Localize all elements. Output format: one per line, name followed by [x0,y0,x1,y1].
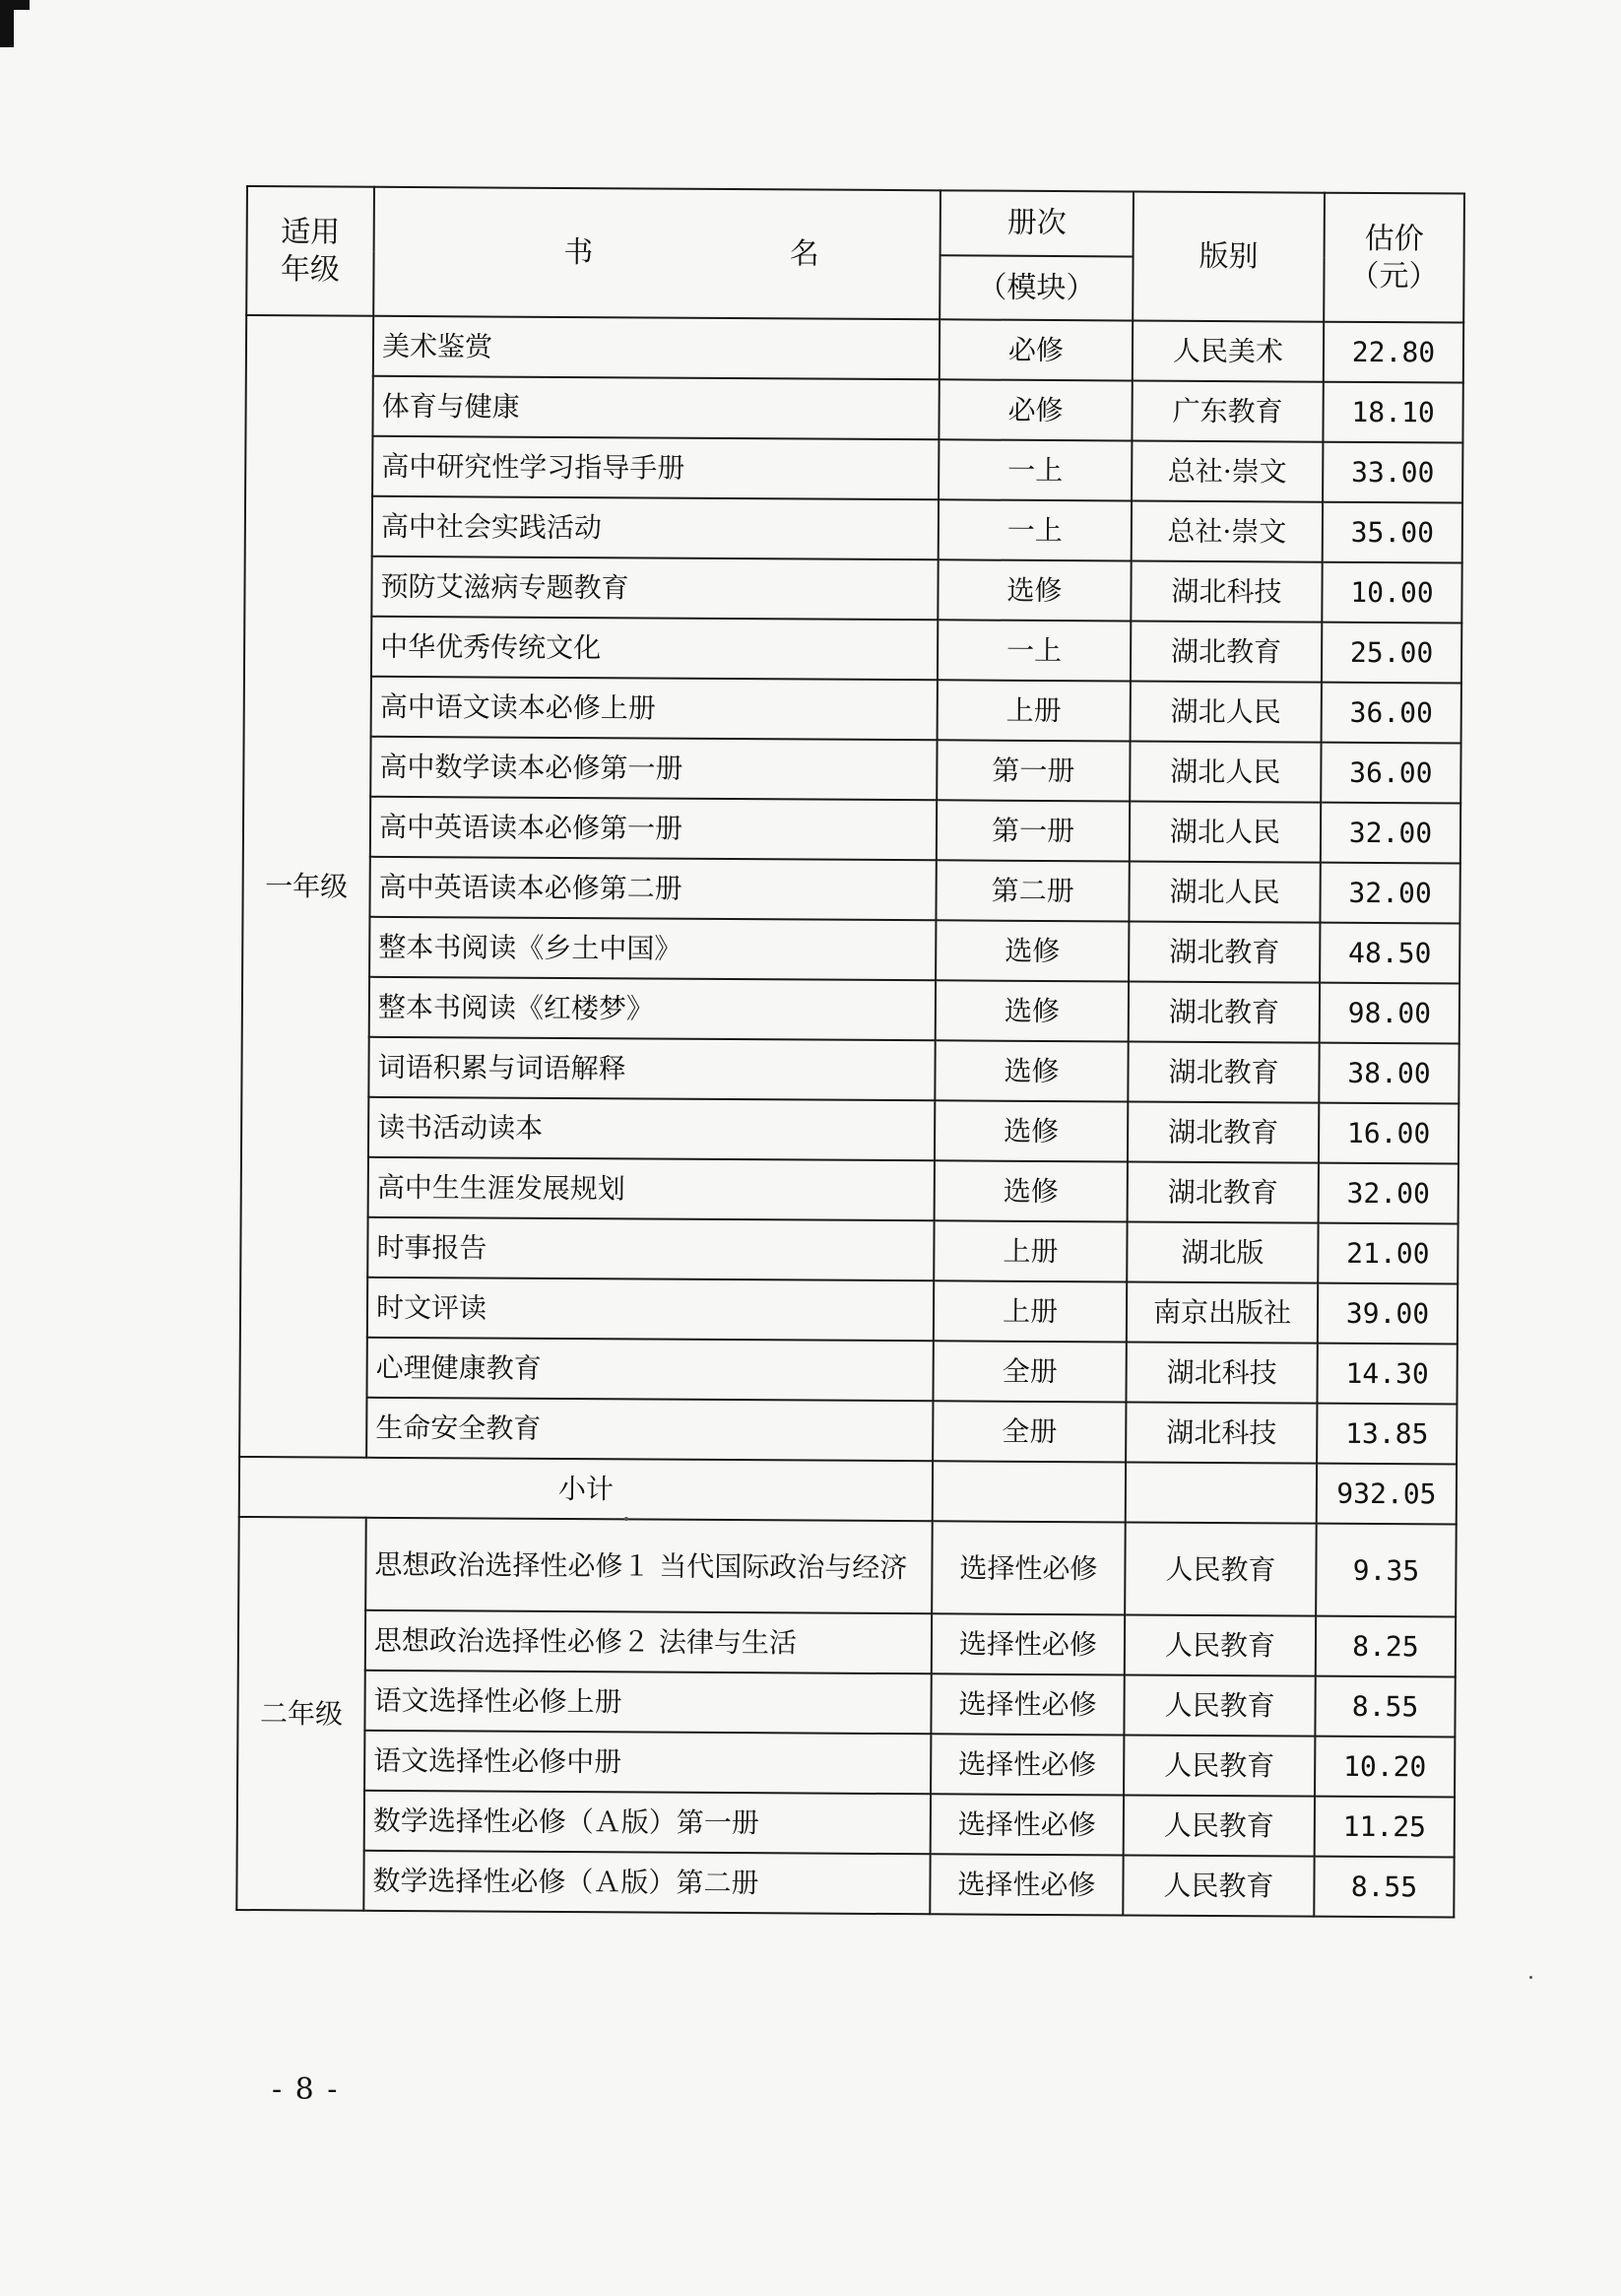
book-name-cell: 读书活动读本 [368,1097,935,1161]
volume-cell: 全册 [933,1341,1126,1402]
publisher-cell: 湖北教育 [1128,1041,1319,1102]
volume-cell: 选择性必修 [931,1673,1124,1735]
table-row [245,375,1462,443]
header-grade [246,186,374,316]
book-name-cell: 时事报告 [367,1217,934,1281]
volume-cell: 选修 [936,920,1129,981]
table-row [242,856,1459,924]
price-cell: 32.00 [1321,803,1460,864]
publisher-cell: 人民教育 [1123,1855,1314,1916]
book-name-cell: 高中生生涯发展规划 [368,1157,935,1221]
publisher-cell: 总社·崇文 [1132,440,1323,501]
volume-cell: 全册 [933,1401,1126,1462]
publisher-cell: 南京出版社 [1127,1281,1318,1343]
book-name-cell: 高中英语读本必修第一册 [370,797,937,861]
scan-speck [1529,1976,1532,1979]
header-grade-line2: 年级 [280,251,341,288]
publisher-cell: 湖北版 [1127,1221,1318,1282]
price-cell: 9.35 [1316,1524,1457,1617]
publisher-cell: 湖北教育 [1128,1161,1319,1222]
publisher-cell: 人民教育 [1124,1735,1315,1796]
publisher-cell: 湖北人民 [1130,801,1321,862]
publisher-cell: 湖北教育 [1129,921,1320,982]
table-row [244,556,1461,623]
textbook-price-table [235,185,1465,1919]
price-cell: 48.50 [1320,923,1459,984]
table-header-row [247,186,1464,259]
volume-cell: 一上 [939,439,1132,500]
table-row [237,1790,1455,1858]
header-volume: 册次 [940,190,1134,256]
header-price [1324,193,1464,323]
book-name-cell: 整本书阅读《红楼梦》 [369,977,936,1041]
subtotal-empty-publisher [1126,1462,1317,1523]
table-row [245,435,1462,503]
table-row [242,916,1459,984]
book-name-cell: 高中社会实践活动 [372,496,939,560]
volume-cell: 一上 [939,499,1132,560]
price-cell: 10.00 [1322,562,1461,623]
subtotal-empty-volume [933,1461,1126,1522]
subtotal-label: 小计 [239,1457,933,1521]
publisher-cell: 湖北科技 [1126,1342,1317,1403]
price-cell: 36.00 [1321,743,1460,804]
price-cell: 32.00 [1320,863,1459,924]
table-row [243,796,1460,864]
header-book-name [373,187,940,320]
publisher-cell: 人民教育 [1125,1522,1317,1615]
table-row [238,1517,1457,1617]
book-name-cell: 心理健康教育 [366,1338,933,1402]
table-row [236,1850,1454,1918]
table-row [246,315,1463,383]
volume-cell: 第二册 [936,860,1129,921]
book-name-cell: 美术鉴赏 [373,316,940,380]
price-cell: 14.30 [1317,1344,1457,1405]
book-name-cell: 语文选择性必修中册 [364,1731,931,1795]
price-cell: 98.00 [1320,983,1459,1044]
price-cell: 18.10 [1323,382,1462,443]
volume-cell: 选修 [935,1040,1128,1101]
publisher-cell: 湖北教育 [1129,981,1320,1042]
table-row [243,736,1460,804]
volume-cell: 选择性必修 [932,1613,1125,1674]
scan-corner-mark [0,0,14,47]
book-name-cell: 思想政治选择性必修２ 法律与生活 [365,1610,932,1674]
book-name-cell: 时文评读 [367,1278,934,1342]
book-name-cell: 词语积累与词语解释 [368,1037,935,1101]
grade-label: 一年级 [239,315,373,1458]
price-cell: 25.00 [1322,623,1461,684]
subtotal-row [239,1457,1457,1525]
table-row [241,1036,1459,1104]
table-row [239,1337,1457,1405]
volume-cell: 第一册 [937,740,1130,801]
table-row [240,1216,1458,1284]
table-row [237,1730,1455,1798]
publisher-cell: 湖北教育 [1128,1101,1319,1162]
volume-cell: 上册 [934,1280,1127,1342]
price-cell: 16.00 [1319,1103,1459,1164]
publisher-cell: 人民教育 [1124,1674,1315,1736]
volume-cell: 选择性必修 [931,1794,1124,1855]
table-row [240,1277,1458,1345]
table-row [239,1397,1457,1465]
price-cell: 38.00 [1319,1043,1459,1104]
volume-cell: 第一册 [937,800,1130,861]
book-name-cell: 数学选择性必修（Ａ版）第一册 [364,1791,931,1855]
volume-cell: 选修 [935,1100,1128,1161]
book-name-cell: 思想政治选择性必修１ 当代国际政治与经济 [365,1518,933,1614]
publisher-cell: 湖北人民 [1131,681,1322,742]
book-name-cell: 体育与健康 [372,376,939,440]
table-row [241,1096,1459,1164]
volume-cell: 选择性必修 [930,1854,1123,1915]
price-cell: 11.25 [1315,1797,1455,1858]
publisher-cell: 总社·崇文 [1132,500,1323,561]
book-name-cell: 预防艾滋病专题教育 [371,557,938,621]
grade1-section [239,315,1463,1465]
publisher-cell: 广东教育 [1132,381,1323,442]
publisher-cell: 湖北科技 [1131,560,1322,622]
book-name-cell: 高中研究性学习指导手册 [372,436,939,500]
header-price-line2: （元） [1349,258,1439,294]
table-row [242,976,1459,1044]
header-grade-line1: 适用 [281,215,341,250]
book-name-cell: 高中数学读本必修第一册 [370,737,937,801]
book-name-cell: 整本书阅读《乡土中国》 [369,917,936,981]
header-price-line1: 估价 [1364,221,1424,257]
publisher-cell: 人民教育 [1125,1614,1316,1675]
volume-cell: 上册 [934,1220,1127,1281]
header-volume-module: （模块） [940,255,1133,320]
volume-cell: 选修 [935,1160,1128,1221]
table-row [238,1609,1456,1677]
publisher-cell: 人民美术 [1133,321,1324,382]
price-cell: 35.00 [1323,502,1462,563]
volume-cell: 选修 [936,980,1129,1041]
publisher-cell: 湖北科技 [1126,1402,1317,1463]
volume-cell: 上册 [938,680,1131,741]
price-cell: 8.55 [1314,1857,1454,1918]
publisher-cell: 湖北教育 [1131,621,1322,682]
subtotal-section [239,1457,1457,1525]
price-cell: 8.55 [1315,1676,1455,1738]
header-publisher: 版别 [1133,192,1325,322]
table-row [237,1670,1455,1738]
table-row [244,676,1461,744]
volume-cell: 选择性必修 [931,1734,1124,1795]
table-row [245,495,1462,563]
table-row [244,616,1461,684]
price-cell: 33.00 [1323,442,1462,503]
publisher-cell: 湖北人民 [1129,861,1320,922]
price-cell: 8.25 [1316,1616,1456,1677]
volume-cell: 选修 [938,559,1131,621]
price-cell: 22.80 [1324,322,1463,383]
price-cell: 39.00 [1318,1283,1458,1345]
volume-cell: 选择性必修 [932,1521,1126,1614]
book-name-cell: 高中语文读本必修上册 [371,677,938,741]
book-name-cell: 数学选择性必修（Ａ版）第二册 [363,1851,930,1915]
scan-speck [624,1517,628,1521]
publisher-cell: 湖北人民 [1130,741,1321,802]
book-name-cell: 高中英语读本必修第二册 [369,857,936,921]
price-cell: 10.20 [1315,1737,1455,1798]
grade2-section [236,1517,1456,1918]
grade-label: 二年级 [236,1517,365,1911]
book-name-cell: 生命安全教育 [366,1398,933,1462]
book-name-cell: 中华优秀传统文化 [371,617,938,681]
volume-cell: 一上 [938,620,1131,681]
price-cell: 21.00 [1318,1223,1458,1284]
publisher-cell: 人民教育 [1124,1795,1315,1856]
header-name-char2: 名 [789,236,819,272]
volume-cell: 必修 [940,319,1133,380]
page-number: - 8 - [272,2072,340,2107]
price-cell: 32.00 [1319,1163,1459,1224]
book-name-cell: 语文选择性必修上册 [364,1671,931,1735]
table-row [241,1156,1459,1224]
volume-cell: 必修 [939,379,1132,440]
price-cell: 36.00 [1322,683,1461,744]
price-cell: 13.85 [1317,1404,1457,1465]
subtotal-price: 932.05 [1317,1464,1457,1525]
header-name-char1: 书 [563,234,594,270]
